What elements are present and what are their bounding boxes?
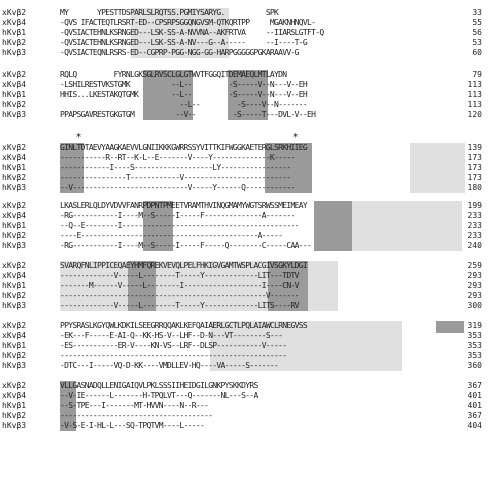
sequence-label: hKvβ3 [2,301,27,310]
alignment-row [2,291,482,301]
alignment-row [2,261,482,271]
alignment-row [2,153,482,163]
alignment-row [2,391,482,401]
sequence-label: xKvβ2 [2,261,27,270]
sequence-text: -DTC---I-----VQ-D-KK----VMDLLEV-HQ----VA-----S------- [60,361,279,370]
alignment-row [2,38,482,48]
sequence-text: -RG-----------I----M--S-----I-----F-----Q--------C-----CAA--- [60,241,312,250]
sequence-text: --S-TPE---I-------MT-HVVN----N--R--- [60,401,209,410]
sequence-text: -V-S-E-I-HL-L---SQ-TPQTVM----L----- [60,421,205,430]
sequence-text: RQLQ FYRNLGKSGLRVSCLGLGTWVTFGGQITDEMAEQLMTLAYDN [60,70,287,79]
sequence-label: hKvβ3 [2,183,27,192]
sequence-text: ----E-------------------------------------------A----- [60,231,283,240]
residue-number: 199 [467,201,482,210]
alignment-row [2,271,482,281]
alignment-row [2,100,482,110]
residue-number: 139 [467,143,482,152]
residue-number: 293 [467,281,482,290]
sequence-text: -LSHILRESTVKSTGMK --L-- -S-----V--N---V--EH [60,80,307,89]
alignment-row [2,221,482,231]
alignment-row [2,163,482,173]
sequence-label: hKvβ2 [2,351,27,360]
sequence-label: hKvβ1 [2,341,27,350]
sequence-text: --Q--E--------I------------------------------------------- [60,221,299,230]
sequence-label: hKvβ2 [2,411,27,420]
sequence-text: -----------R--RT--K-L--E-------V----Y--------------K----- [60,153,295,162]
residue-number: 401 [467,391,482,400]
alignment-row [2,401,482,411]
sequence-label: hKvβ3 [2,241,27,250]
alignment-row [2,331,482,341]
sequence-text: ------------------------------------------------------- [60,351,287,360]
sequence-label: hKvβ1 [2,281,27,290]
alignment-row [2,211,482,221]
sequence-text: ----------------T------------V-------------------------- [60,173,291,182]
sequence-label: xKvβ4 [2,391,27,400]
alignment-row [2,411,482,421]
alignment-row [2,28,482,38]
sequence-text: -QVS IFACTEQTLRSRT-ED--CPSRPSGGQNGVSM-QTKQRTPP MGAKNHNQVL- [60,18,316,27]
sequence-label: xKvβ2 [2,143,27,152]
residue-number: 180 [467,183,482,192]
sequence-text: MY YPESTTDSPARLSLRQTSS.PGMIYSARYG. SPK [60,8,279,17]
alignment-row [2,361,482,371]
sequence-text: SVARQFNLIPPICEQAEYHMFQREKVEVQLPELFHKIGVGAMTWSPLACGIVSGKYLDGI [60,261,307,270]
alignment-row [2,281,482,291]
alignment-row [2,231,482,241]
sequence-label: hKvβ3 [2,48,27,57]
alignment-row [2,321,482,331]
sequence-text: -RG-----------I----M--S-----I-----F--------------A------- [60,211,295,220]
sequence-text: VLLGASNADQLLENIGAIQVLPKLSSSIIHEIDGILGNKPYSKKDYRS [60,381,258,390]
residue-number: 113 [467,100,482,109]
sequence-label: xKvβ4 [2,211,27,220]
sequence-text: -QVSIACTEHNLKSRNGED---LSK-SS-A-NVVNA--AKFRTVA --IIARSLGTFT-Q [60,28,324,37]
sequence-text: LKASLERLQLDYVDVVFANRPDPNTPMEETVRAMTHVINQGMAMYWGTSRWSSMEIMEAY [60,201,307,210]
residue-number: 55 [472,18,482,27]
sequence-text: -------------V-----L--------T-----Y-------------LIT---TDTV [60,271,299,280]
sequence-label: xKvβ4 [2,80,27,89]
residue-number: 293 [467,291,482,300]
residue-number: 113 [467,90,482,99]
sequence-text: -QVSIACTEHNLKSRNGED---LSK-SS-A-NV---G--A----- --I----T-G [60,38,307,47]
sequence-label: hKvβ2 [2,38,27,47]
residue-number: 79 [472,70,482,79]
alignment-row [2,351,482,361]
sequence-text: --V-IE------L-------H-TPQLVT---Q-------NL---S--A [60,391,258,400]
residue-number: 367 [467,381,482,390]
alignment-row [2,80,482,90]
residue-number: 173 [467,173,482,182]
residue-number: 56 [472,28,482,37]
residue-number: 404 [467,421,482,430]
sequence-label: hKvβ2 [2,231,27,240]
sequence-label: hKvβ3 [2,110,27,119]
sequence-label: hKvβ3 [2,421,27,430]
sequence-label: hKvβ2 [2,291,27,300]
sequence-text: ------------I----S-------------------LY----------------- [60,163,291,172]
sequence-label: xKvβ4 [2,153,27,162]
residue-number: 259 [467,261,482,270]
residue-number: 353 [467,331,482,340]
sequence-text: --------------------------------------------------V------- [60,291,299,300]
sequence-text: --L-- -S----V--N------- [60,100,307,109]
residue-number: 113 [467,80,482,89]
residue-number: 360 [467,361,482,370]
asterisk-marker: * [293,132,298,143]
sequence-label: xKvβ2 [2,201,27,210]
residue-number: 233 [467,221,482,230]
sequence-label: hKvβ1 [2,401,27,410]
alignment-row [2,301,482,311]
alignment-row [2,90,482,100]
residue-number: 60 [472,48,482,57]
residue-number: 353 [467,341,482,350]
sequence-label: xKvβ2 [2,70,27,79]
sequence-text: -EK---F-----E-AI-Q--KK-HS-V--LHF--D-N---VT--------S--- [60,331,283,340]
sequence-label: xKvβ2 [2,8,27,17]
residue-number: 173 [467,153,482,162]
alignment-row [2,143,482,153]
alignment-row [2,201,482,211]
alignment-row [2,18,482,28]
sequence-label: hKvβ1 [2,221,27,230]
sequence-label: hKvβ1 [2,163,27,172]
residue-number: 353 [467,351,482,360]
sequence-text: -------------V-----L--------T-----Y-------------LITS----RV [60,301,299,310]
alignment-row [2,421,482,431]
sequence-label: hKvβ2 [2,100,27,109]
alignment-row [2,241,482,251]
asterisk-marker: * [76,132,81,143]
residue-number: 53 [472,38,482,47]
alignment-row [2,341,482,351]
sequence-label: xKvβ4 [2,18,27,27]
residue-number: 233 [467,231,482,240]
alignment-row [2,381,482,391]
residue-number: 173 [467,163,482,172]
alignment-row [2,110,482,120]
residue-number: 120 [467,110,482,119]
residue-number: 401 [467,401,482,410]
alignment-row [2,70,482,80]
sequence-label: hKvβ3 [2,361,27,370]
sequence-label: hKvβ1 [2,90,27,99]
sequence-label: xKvβ2 [2,381,27,390]
sequence-label: xKvβ4 [2,331,27,340]
sequence-text: PPYSRASLKGYQWLKDKILSEEGRRQQAKLKEFQAIAERLGCTLPQLAIAWCLRNEGVSS [60,321,307,330]
residue-number: 293 [467,271,482,280]
alignment-row [2,173,482,183]
sequence-label: hKvβ1 [2,28,27,37]
sequence-text: -QVSIACTEQNLRSRS-ED--CGPRP-PGG-NGG-GG-HARPGGGGGPGKARAAVV-G [60,48,299,57]
sequence-text: ------------------------------------- [60,411,213,420]
sequence-text: HHIS...LKESTAKQTGMK --L-- -S-----V--N---V--EH [60,90,307,99]
sequence-text: --V----------------------------V-----Y------Q------------ [60,183,295,192]
alignment-row [2,8,482,18]
alignment-row [2,48,482,58]
residue-number: 367 [467,411,482,420]
residue-number: 319 [467,321,482,330]
sequence-label: xKvβ4 [2,271,27,280]
sequence-label: xKvβ2 [2,321,27,330]
residue-number: 300 [467,301,482,310]
residue-number: 240 [467,241,482,250]
residue-number: 233 [467,211,482,220]
sequence-label: hKvβ2 [2,173,27,182]
sequence-text: -ES-----------ER-V----KN-VS--LRF--DLSP-----------V----- [60,341,287,350]
alignment-row [2,183,482,193]
sequence-text: PPAPSGAVRESTGKGTGM --V-- -S-----T---DVL-V--EH [60,110,316,119]
residue-number: 33 [472,8,482,17]
sequence-text: -------M------V-----L--------I-------------------I----CN-V [60,281,299,290]
sequence-text: GINLTDTAEVYAAGKAEVVLGNIIKKKGWRRSSYVITTKIFWGGKAETERGLSRKHIIEG [60,143,307,152]
